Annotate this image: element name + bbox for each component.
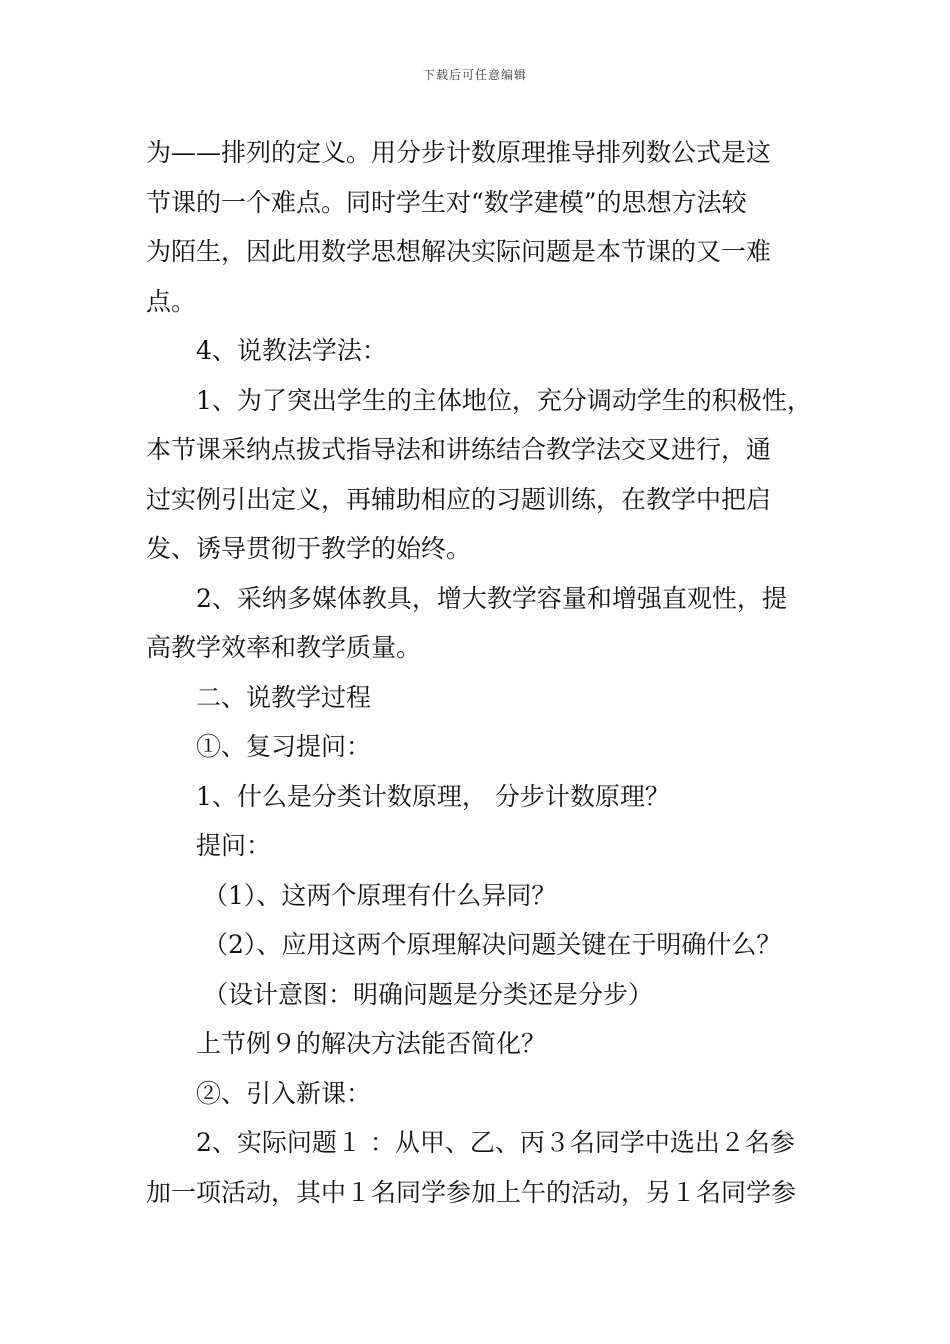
paragraph-line: 1、为了突出学生的主体地位，充分调动学生的积极性， <box>196 385 812 415</box>
paragraph-line: 为陌生，因此用数学思想解决实际问题是本节课的又一难 <box>146 237 772 266</box>
list-item: （2）、应用这两个原理解决问题关键在于明确什么？ <box>203 930 782 959</box>
section-heading: 4、说教法学法： <box>196 336 387 365</box>
paragraph-line: 本节课采纳点拔式指导法和讲练结合教学法交叉进行，通 <box>146 435 772 464</box>
paragraph-line: 加一项活动，其中１名同学参加上午的活动，另１名同学参 <box>146 1177 797 1207</box>
document-body <box>146 128 811 1217</box>
paragraph-line: 点。 <box>146 286 197 316</box>
subsection-heading: ②、引入新课： <box>196 1078 372 1108</box>
paragraph-line: 2、实际问题１ ：从甲、乙、丙３名同学中选出２名参 <box>196 1128 795 1157</box>
paragraph-line: 过实例引出定义，再辅助相应的习题训练，在教学中把启 <box>146 484 772 514</box>
paragraph-line: 1、什么是分类计数原理， 分步计数原理？ <box>196 781 670 811</box>
paragraph-line: 为——排列的定义。用分步计数原理推导排列数公式是这 <box>146 138 772 167</box>
paragraph-line: 节课的一个难点。同时学生对“数学建模”的思想方法较 <box>146 187 747 217</box>
page-header: 下载后可任意编辑 <box>422 68 527 82</box>
design-note: （设计意图：明确问题是分类还是分步） <box>203 979 654 1009</box>
section-heading: 二、说教学过程 <box>196 682 372 712</box>
paragraph-line: 提问： <box>196 831 272 860</box>
paragraph-line: 上节例９的解决方法能否简化？ <box>196 1029 547 1058</box>
list-item: （1）、这两个原理有什么异同？ <box>203 880 557 910</box>
paragraph-line: 2、采纳多媒体教具，增大教学容量和增强直观性，提 <box>196 583 787 613</box>
paragraph-line: 发、诱导贯彻于教学的始终。 <box>146 534 472 563</box>
paragraph-line: 高教学效率和教学质量。 <box>146 633 422 662</box>
subsection-heading: ①、复习提问： <box>196 732 372 761</box>
